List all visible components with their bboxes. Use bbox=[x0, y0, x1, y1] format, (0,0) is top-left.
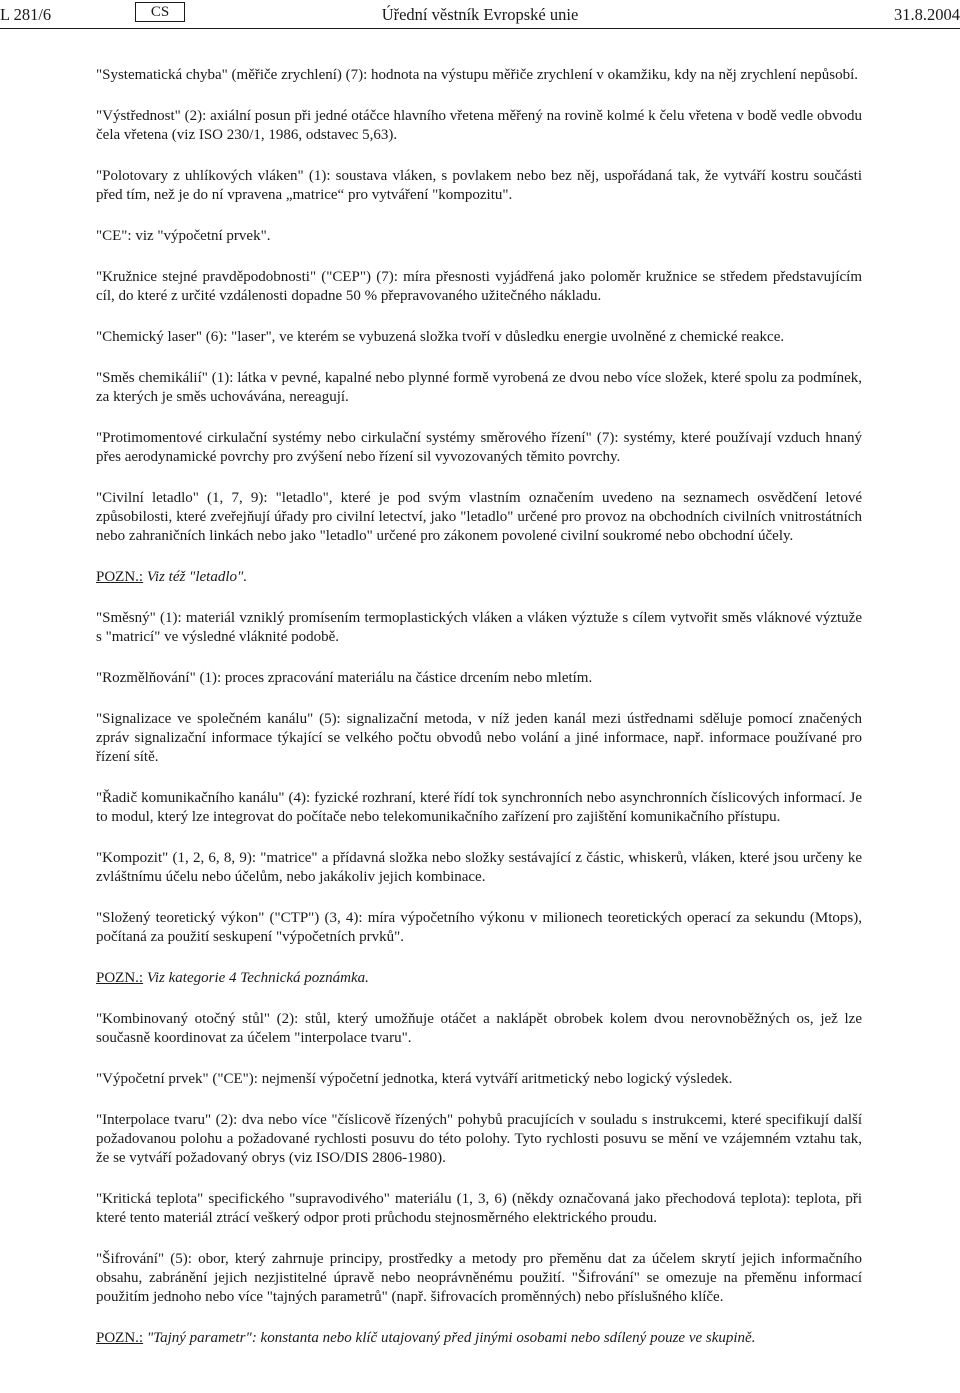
definition-paragraph: "Směs chemikálií" (1): látka v pevné, kapalné nebo plynné formě vyrobená ze dvou nebo více složek, které spolu za podmínek, za kterých je směs uchovávána, nereagují. bbox=[96, 370, 862, 405]
note-text: Viz též "letadlo". bbox=[146, 569, 248, 585]
definition-paragraph: "Interpolace tvaru" (2): dva nebo více "číslicově řízených" pohybů pracujících v souladu s instrukcemi, které specifikují další požadovanou polohu a požadované rychlosti posuvu do této polohy. Tyto rychlosti posuvu se mění ve vzájemném vztahu tak, že se vytváří požadovaný obrys (viz ISO/DIS 2806-1980). bbox=[96, 1112, 862, 1166]
language-badge: CS bbox=[135, 2, 185, 22]
journal-title: Úřední věstník Evropské unie bbox=[381, 5, 579, 24]
note-text: Viz kategorie 4 Technická poznámka. bbox=[146, 970, 369, 986]
definition-paragraph: "Systematická chyba" (měřiče zrychlení) (7): hodnota na výstupu měřiče zrychlení v okamžiku, kdy na něj zrychlení nepůsobí. bbox=[96, 67, 858, 83]
definition-paragraph: "Kružnice stejné pravděpodobnosti" ("CEP") (7): míra přesnosti vyjádřená jako poloměr kružnice se středem představujícím cíl, do které z určité vzdálenosti dopadne 50 % přepravovaného užitečného nákladu. bbox=[96, 269, 862, 304]
definition-paragraph: "Chemický laser" (6): "laser", ve kterém se vybuzená složka tvoří v důsledku energie uvolněné z chemické reakce. bbox=[96, 329, 785, 345]
definition-paragraph: "Výpočetní prvek" ("CE"): nejmenší výpočetní jednotka, která vytváří aritmetický nebo logický výsledek. bbox=[96, 1071, 733, 1087]
note-label: POZN.: bbox=[96, 970, 144, 986]
definition-paragraph: "Polotovary z uhlíkových vláken" (1): soustava vláken, s povlakem nebo bez něj, uspořádaná tak, že vytváří kostru součásti před tím, než je do ní vpravena „matrice“ pro vytváření "kompozitu". bbox=[96, 168, 862, 203]
publication-date: 31.8.2004 bbox=[894, 5, 960, 24]
definition-paragraph: "Složený teoretický výkon" ("CTP") (3, 4): míra výpočetního výkonu v milionech teoretických operací za sekundu (Mtops), počítaná za použití seskupení "výpočetních prvků". bbox=[96, 910, 862, 945]
note-paragraph bbox=[96, 1329, 862, 1348]
definition-paragraph: "Směsný" (1): materiál vzniklý promísením termoplastických vláken a vláken výztuže s cílem vytvořit směs vláknové výztuže s "matricí" ve výsledné vláknité podobě. bbox=[96, 610, 862, 645]
definition-paragraph: "Kritická teplota" specifického "supravodivého" materiálu (1, 3, 6) (někdy označovaná jako přechodová teplota): teplota, při které tento materiál ztrácí veškerý odpor proti průchodu stejnosměrného elektrického proudu. bbox=[96, 1191, 862, 1226]
definition-paragraph: "Kombinovaný otočný stůl" (2): stůl, který umožňuje otáčet a naklápět obrobek kolem dvou nerovnoběžných os, jež lze současně koordinovat za účelem "interpolace tvaru". bbox=[96, 1011, 862, 1046]
note-label: POZN.: bbox=[96, 1330, 144, 1346]
definition-paragraph: "CE": viz "výpočetní prvek". bbox=[96, 228, 271, 244]
note-text: "Tajný parametr": konstanta nebo klíč utajovaný před jinými osobami nebo sdílený pouze ve skupině. bbox=[146, 1330, 756, 1346]
definition-paragraph: "Výstřednost" (2): axiální posun při jedné otáčce hlavního vřetena měřený na rovině kolmé k čelu vřetena v bodě vedle obvodu čela vřetena (viz ISO 230/1, 1986, odstavec 5,63). bbox=[96, 108, 862, 143]
definition-paragraph: "Kompozit" (1, 2, 6, 8, 9): "matrice" a přídavná složka nebo složky sestávající z částic, whiskerů, vláken, které jsou určeny ke zvláštnímu účelu nebo účelům, nebo jakákoliv jejich kombinace. bbox=[96, 850, 862, 885]
note-paragraph bbox=[96, 969, 862, 988]
definition-paragraph: "Rozmělňování" (1): proces zpracování materiálu na částice drcením nebo mletím. bbox=[96, 670, 593, 686]
definition-paragraph: "Civilní letadlo" (1, 7, 9): "letadlo", které je pod svým vlastním označením uvedeno na seznamech osvědčení letové způsobilosti, které zveřejňují úřady pro civilní letectví, jako "letadlo" určené pro provoz na obchodních civilních vnitrostátních nebo zahraničních linkách nebo jako "letadlo" určené pro zákonem povolené civilní soukromé nebo obchodní účely. bbox=[96, 490, 862, 544]
definition-paragraph: "Řadič komunikačního kanálu" (4): fyzické rozhraní, které řídí tok synchronních nebo asynchronních číslicových informací. Je to modul, který lze integrovat do počítače nebo telekomunikačního zařízení pro zajištění komunikačního přístupu. bbox=[96, 790, 862, 825]
note-label: POZN.: bbox=[96, 569, 144, 585]
definition-paragraph: "Šifrování" (5): obor, který zahrnuje principy, prostředky a metody pro přeměnu dat za účelem skrytí jejich informačního obsahu, zabránění jejich nezjistitelné úpravě nebo neoprávněnému použití. "Šifrování" se omezuje na přeměnu informací použitím jednoho nebo více "tajných parametrů" (např. šifrovacích proměnných) nebo příslušného klíče. bbox=[96, 1251, 862, 1305]
header-rule bbox=[0, 28, 960, 29]
definition-paragraph: "Signalizace ve společném kanálu" (5): signalizační metoda, v níž jeden kanál mezi ústřednami sděluje pomocí značených zpráv signalizační informace týkající se velkého počtu obvodů nebo volání a jiné informace, např. informace používané pro řízení sítě. bbox=[96, 711, 862, 765]
page-reference: L 281/6 bbox=[0, 5, 52, 24]
document-body bbox=[96, 66, 862, 1348]
note-paragraph bbox=[96, 568, 862, 587]
definition-paragraph: "Protimomentové cirkulační systémy nebo cirkulační systémy směrového řízení" (7): systémy, které používají vzduch hnaný přes aerodynamické povrchy pro zvýšení nebo řízení sil vyvozovaných těmito povrchy. bbox=[96, 430, 862, 465]
